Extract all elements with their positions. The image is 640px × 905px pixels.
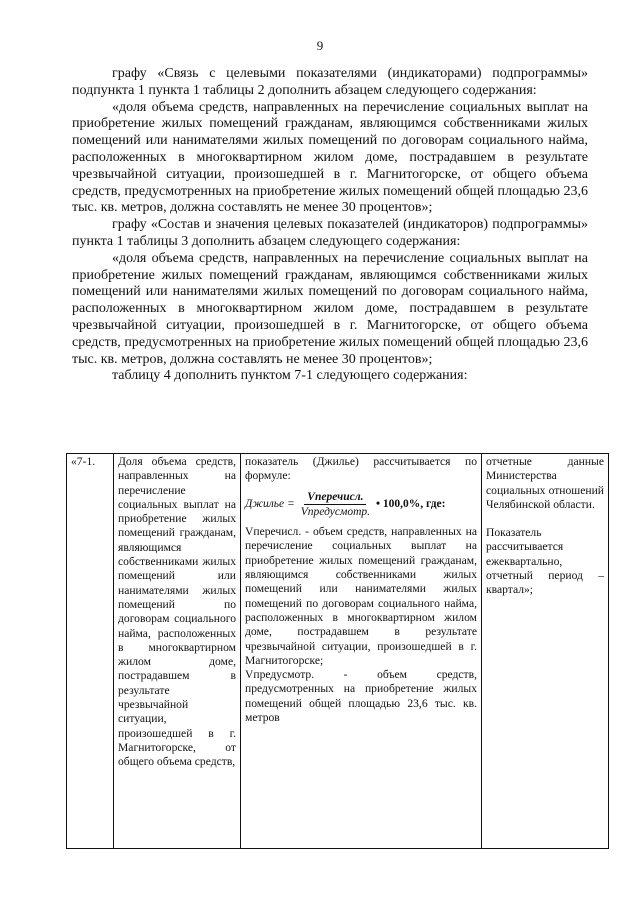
calculation-method-cell [241,454,482,849]
formula-denominator: Vпредусмотр. [300,505,371,518]
method-intro: показатель (Джилье) рассчитывается по формуле: [245,455,477,483]
paragraph-5: таблицу 4 дополнить пунктом 7-1 следующего содержания: [112,368,468,384]
periodicity-text: Показатель рассчитывается ежеквартально, отчетный период – квартал»; [486,526,604,597]
definition-numerator: Vперечисл. - объем средств, направленных на перечисление социальных выплат на приобретение жилых помещений гражданам, являющимся собственниками жилых помещений или нанимателями жилых помещений по договорам социального найма, расположенных в многоквартирном жилом доме, пострадавшем в результате чрезвычайной ситуации, произошедшей в г. Магнитогорске; [245,525,477,667]
page-number: 9 [316,38,324,53]
paragraph-4: «доля объема средств, направленных на перечисление социальных выплат на приобретение жилых помещений гражданам, являющимся собственниками жилых помещений или нанимателями жилых помещений по договорам социального найма, расположенных в многоквартирном жилом доме, пострадавшем в результате чрезвычайной ситуации, произошедшей в г. Магнитогорске, от общего объема средств, предусмотренных на приобретение жилых помещений общей площадью 23,6 тыс. кв. метров, должна составлять не менее 30 процентов»; [72,250,588,367]
formula-numerator: Vперечисл. [304,490,366,505]
row-number-cell [67,454,114,849]
formula-fraction [298,490,373,520]
paragraph-1: графу «Связь с целевыми показателями (индикаторами) подпрограммы» подпункта 1 пункта 1 таблицы 2 дополнить абзацем следующего содержания: [72,66,588,98]
definition-denominator: Vпредусмотр. - объем средств, предусмотренных на приобретение жилых помещений общей площадью 23,6 тыс. кв. метров [245,668,477,725]
paragraph-3: графу «Состав и значения целевых показателей (индикаторов) подпрограммы» пункта 1 таблицы 3 дополнить абзацем следующего содержания: [72,217,588,249]
indicator-name-cell [114,454,241,849]
indicator-table [66,453,609,849]
table-row [67,454,609,849]
document-body [72,66,588,385]
indicator-name: Доля объема средств, направленных на перечисление социальных выплат на приобретение жилых помещений гражданам, являющимся собственниками жилых помещений или нанимателями жилых помещений по договорам социального найма, расположенных в многоквартирном жилом доме, пострадавшем в результате чрезвычайной ситуации, произошедшей в г. Магнитогорске, от общего объема средств, [118,455,236,769]
formula-rest: • 100,0%, где: [376,498,446,511]
data-source-cell [482,454,609,849]
formula [245,490,477,520]
data-source [486,455,604,598]
row-number: «7-1. [71,455,96,468]
paragraph-2: «доля объема средств, направленных на перечисление социальных выплат на приобретение жилых помещений гражданам, являющимся собственниками жилых помещений или нанимателями жилых помещений по договорам социального найма, расположенных в многоквартирном жилом доме, пострадавшем в результате чрезвычайной ситуации, произошедшей в г. Магнитогорске, от общего объема средств, предусмотренных на приобретение жилых помещений общей площадью 23,6 тыс. кв. метров, должна составлять не менее 30 процентов»; [72,99,588,216]
formula-lhs: Джилье = [245,498,295,511]
source-text: отчетные данные Министерства социальных отношений Челябинской области. [486,455,604,511]
